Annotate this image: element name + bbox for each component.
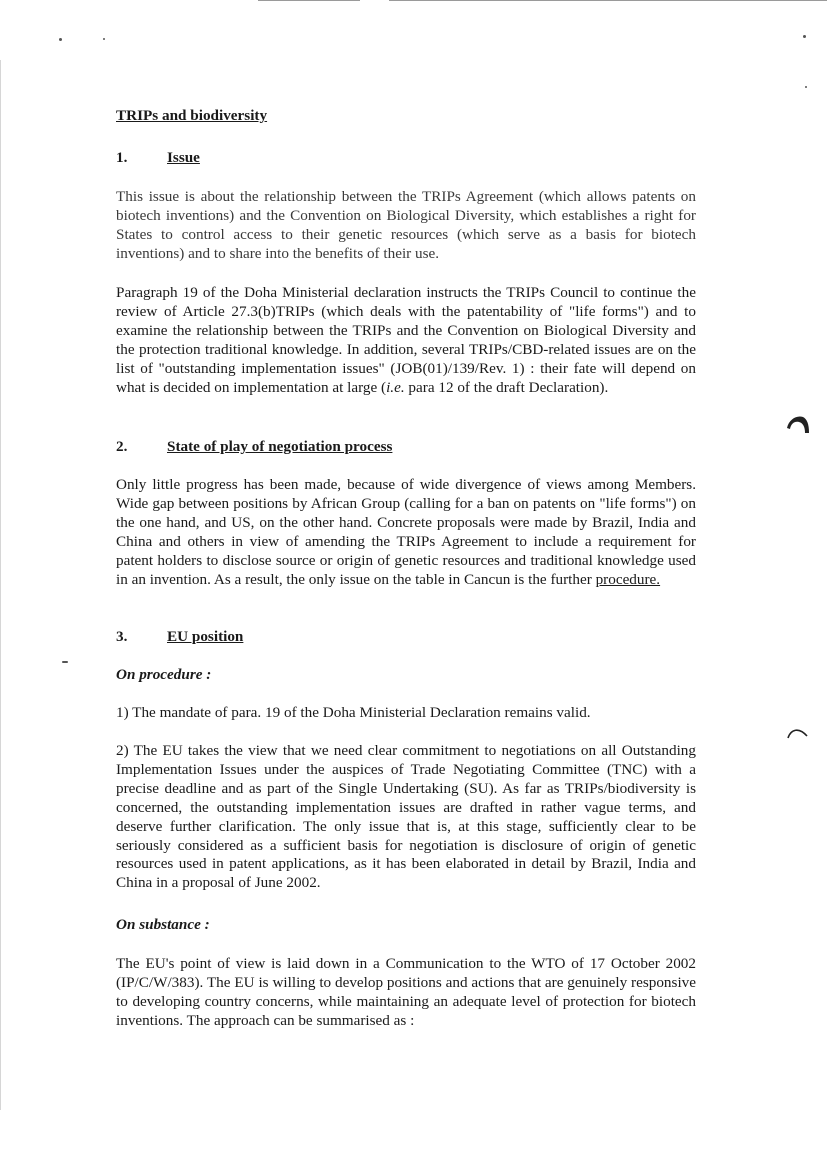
section-number: 1. xyxy=(116,149,128,166)
procedure-point-1: 1) The mandate of para. 19 of the Doha Ministerial Declaration remains valid. xyxy=(116,704,591,721)
section-title: Issue xyxy=(167,149,200,166)
state-of-play-paragraph: Only little progress has been made, because of wide divergence of views among Members. Wide gap between positions by African Group (calling for a ban on patents on "life forms") on the one hand, and US, on the other hand. Concrete proposals were made by Brazil, India and China and others in view of amending the TRIPs Agreement to include a requirement for patent holders to disclose source or origin of genetic resources and traditional knowledge used in an invention. As a result, the only issue on the table in Cancun is the further procedure. xyxy=(116,476,696,588)
on-substance-subheading: On substance : xyxy=(116,916,210,933)
section-title: State of play of negotiation process xyxy=(167,438,393,455)
section-3-heading xyxy=(116,628,696,647)
substance-paragraph: The EU's point of view is laid down in a Communication to the WTO of 17 October 2002 (IP/C/W/383). The EU is willing to develop positions and actions that are genuinely responsive to developing country concerns, while maintaining an adequate level of protection for biotech inventions. The approach can be summarised as : xyxy=(116,955,696,1029)
scan-speck xyxy=(805,86,807,88)
scan-speck xyxy=(59,38,62,41)
section-number: 3. xyxy=(116,628,128,645)
section-1-heading xyxy=(116,149,696,168)
scan-speck xyxy=(103,38,105,40)
binder-hole-mark-icon xyxy=(785,414,811,436)
on-procedure-subheading: On procedure : xyxy=(116,666,212,683)
scan-border-line xyxy=(389,0,827,1)
section-number: 2. xyxy=(116,438,128,455)
section-title: EU position xyxy=(167,628,244,645)
page-title: TRIPs and biodiversity xyxy=(116,107,268,124)
scan-speck xyxy=(62,661,68,663)
scan-speck xyxy=(803,35,806,38)
scan-left-edge xyxy=(0,60,1,1110)
issue-paragraph-2: Paragraph 19 of the Doha Ministerial declaration instructs the TRIPs Council to continue the review of Article 27.3(b)TRIPs (which deals with the patentability of "life forms") and to examine the relationship between the TRIPs and the Convention on Biological Diversity and the protection traditional knowledge. In addition, several TRIPs/CBD-related issues are on the list of "outstanding implementation issues" (JOB(01)/139/Rev. 1) : their fate will depend on what is decided on implementation at large (i.e. para 12 of the draft Declaration). xyxy=(116,284,696,396)
issue-paragraph-1: This issue is about the relationship between the TRIPs Agreement (which allows patents on biotech inventions) and the Convention on Biological Diversity, which establishes a right for States to control access to their genetic resources (which serve as a basis for biotech inventions) and to share into the benefits of their use. xyxy=(116,188,696,262)
binder-hole-mark-icon xyxy=(786,724,810,744)
scan-border-line xyxy=(258,0,360,1)
procedure-point-2: 2) The EU takes the view that we need clear commitment to negotiations on all Outstanding Implementation Issues under the auspices of Trade Negotiating Committee (TNC) with a precise deadline and as part of the Single Undertaking (SU). As far as TRIPs/biodiversity is concerned, the outstanding implementation issues are drafted in rather vague terms, and deserve further clarification. The only issue that is, at this stage, sufficiently clear to be seriously considered as a sufficient basis for negotiation is disclosure of origin of genetic resources used in patent applications, as it has been elaborated in detail by Brazil, India and China in a proposal of June 2002. xyxy=(116,742,696,892)
section-2-heading xyxy=(116,438,696,457)
